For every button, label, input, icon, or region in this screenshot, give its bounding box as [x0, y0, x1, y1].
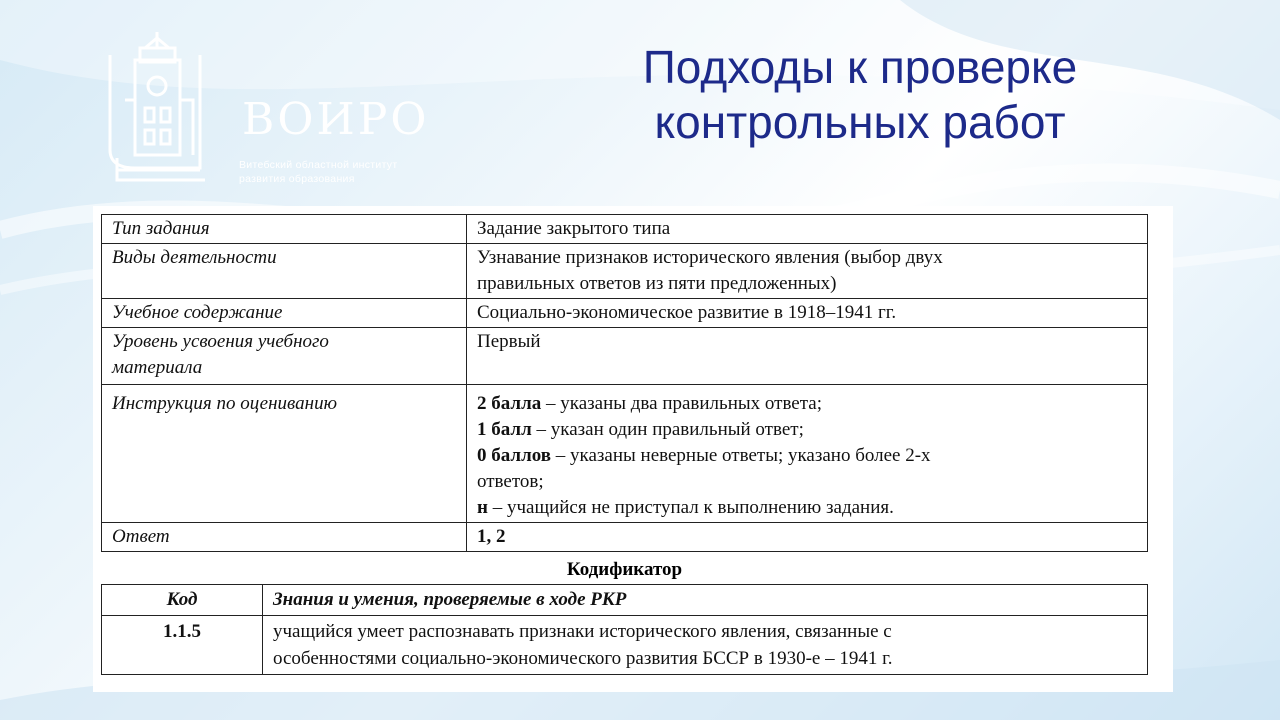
table-row	[102, 523, 1148, 552]
column-header-desc: Знания и умения, проверяемые в ходе РКР	[263, 585, 1148, 616]
desc-line: учащийся умеет распознавать признаки исторического явления, связанные с	[273, 621, 892, 642]
row-value: Задание закрытого типа	[467, 215, 1148, 244]
row-key: Ответ	[102, 523, 467, 552]
row-value: Социально-экономическое развитие в 1918–1941 гг.	[467, 299, 1148, 328]
row-key-line: материала	[112, 357, 203, 378]
codifier-table	[101, 584, 1148, 675]
logo-name: ВОИРО	[242, 94, 430, 145]
table-row	[102, 244, 1148, 299]
scoring-text: – указаны два правильных ответа;	[541, 393, 822, 414]
row-value-line: Узнавание признаков исторического явления (выбор двух	[477, 247, 943, 268]
row-key: Тип задания	[102, 215, 467, 244]
slide-title-line: контрольных работ	[654, 96, 1066, 148]
row-value	[467, 244, 1148, 299]
scoring-text: ответов;	[477, 471, 544, 492]
scoring-line	[477, 469, 1137, 495]
slide-title-line: Подходы к проверке	[642, 41, 1078, 93]
scoring-points: 1 балл	[477, 419, 532, 440]
row-key: Учебное содержание	[102, 299, 467, 328]
row-key: Инструкция по оцениванию	[102, 385, 467, 523]
code-cell	[102, 616, 263, 675]
slide-title	[560, 40, 1160, 150]
scoring-points: 2 балла	[477, 393, 542, 414]
logo-subtitle-line: развития образования	[239, 173, 355, 185]
row-key	[102, 328, 467, 385]
desc-cell	[263, 616, 1148, 675]
scoring-instructions	[467, 385, 1148, 523]
row-key: Виды деятельности	[102, 244, 467, 299]
scoring-points: 0 баллов	[477, 445, 552, 466]
codifier-title: Кодификатор	[566, 559, 683, 580]
table-header-row	[102, 585, 1148, 616]
scoring-text: – указан один правильный ответ;	[531, 419, 804, 440]
table-row	[102, 616, 1148, 675]
scoring-text: – учащийся не приступал к выполнению задания.	[487, 497, 894, 518]
logo-subtitle	[239, 158, 397, 186]
scoring-line	[477, 495, 1137, 521]
row-value: Первый	[467, 328, 1148, 385]
tower-book-icon	[105, 30, 215, 185]
logo	[105, 30, 465, 190]
document-image	[93, 206, 1173, 692]
row-key-line: Уровень усвоения учебного	[112, 331, 329, 352]
code-text: 1.1.5	[163, 621, 201, 642]
table-row	[102, 215, 1148, 244]
answer-value	[467, 523, 1148, 552]
task-table	[101, 214, 1148, 552]
scoring-points: н	[477, 497, 488, 518]
scoring-line	[477, 443, 1137, 469]
table-row	[102, 385, 1148, 523]
scoring-line	[477, 417, 1137, 443]
logo-subtitle-line: Витебский областной институт	[239, 159, 398, 171]
answer-text: 1, 2	[477, 526, 506, 547]
column-header-code: Код	[102, 585, 263, 616]
desc-line: особенностями социально-экономического развития БССР в 1930-е – 1941 г.	[273, 648, 893, 669]
row-value-line: правильных ответов из пяти предложенных)	[477, 273, 837, 294]
table-row	[102, 299, 1148, 328]
scoring-text: – указаны неверные ответы; указано более 2-х	[551, 445, 931, 466]
scoring-line	[477, 391, 1137, 417]
table-row	[102, 328, 1148, 385]
